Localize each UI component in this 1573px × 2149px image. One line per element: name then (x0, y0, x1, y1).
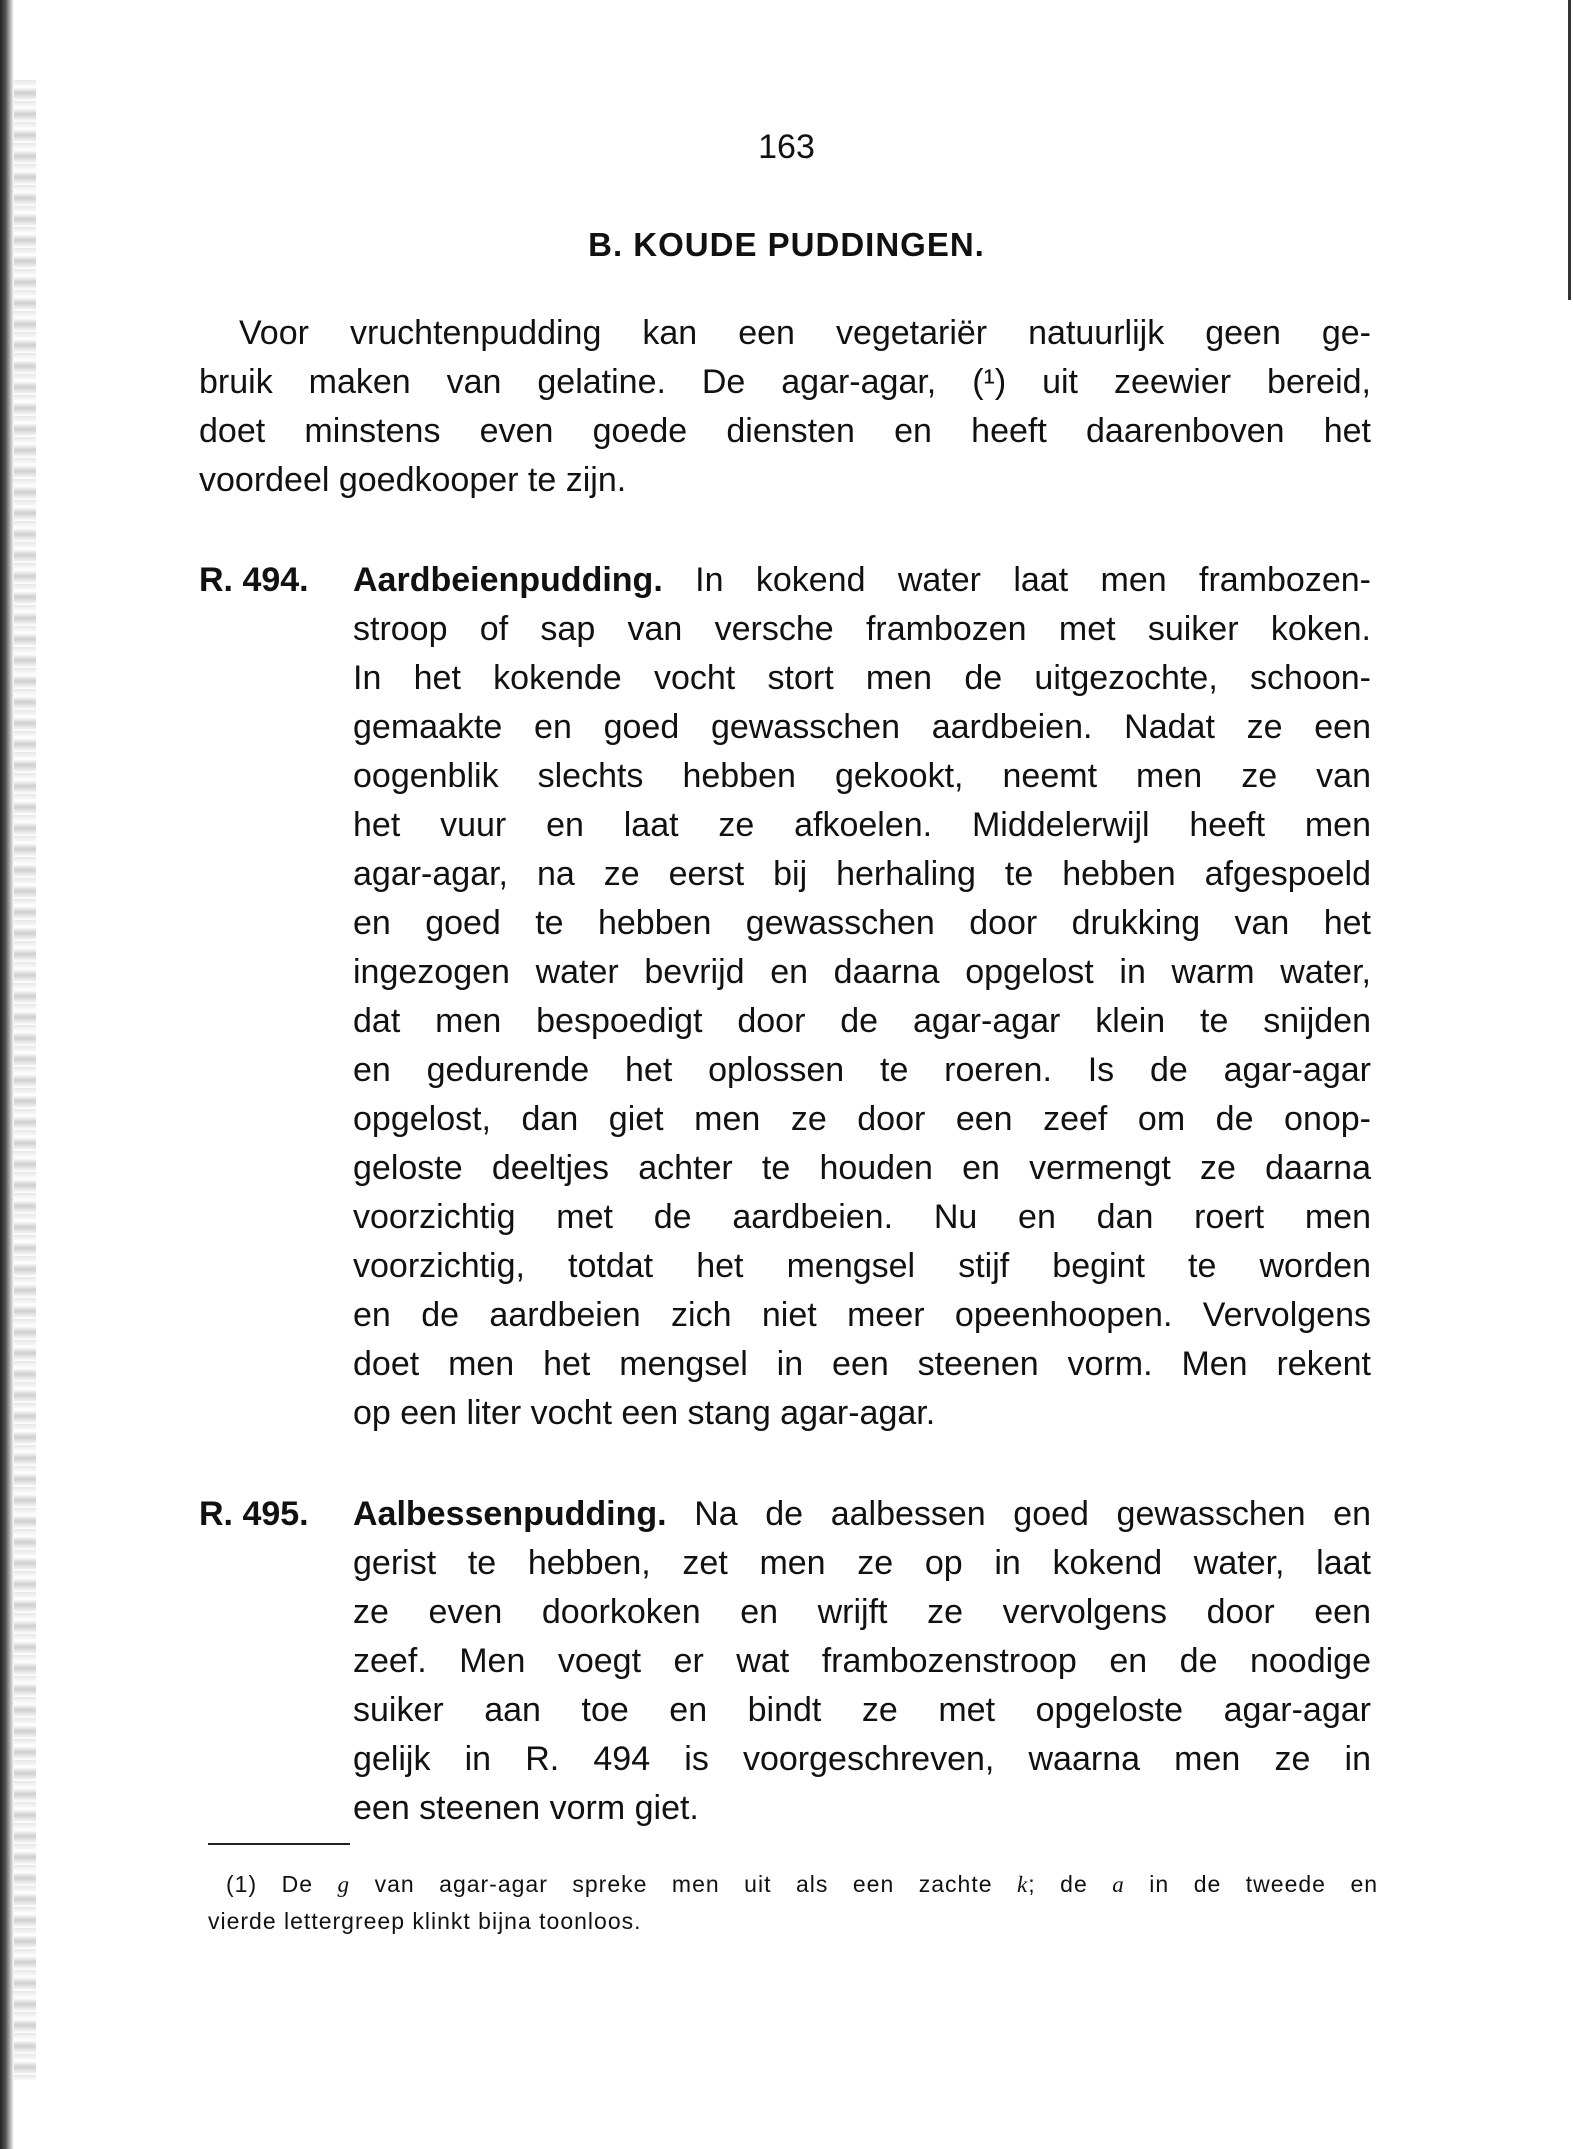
page-edge-shadow (14, 80, 36, 2080)
text-line: bruik maken van gelatine. De agar-agar, (¹) uit zeewier bereid, (199, 363, 1371, 401)
text-line: gerist te hebben, zet men ze op in kokend water, laat (353, 1544, 1371, 1582)
page-number: 163 (758, 128, 815, 166)
text-line: voordeel goedkooper te zijn. (199, 461, 627, 499)
text-span: In kokend water laat men frambozen- (695, 561, 1371, 599)
text-line: doet men het mengsel in een steenen vorm. Men rekent (353, 1345, 1371, 1383)
text-line: ingezogen water bevrijd en daarna opgelost in warm water, (353, 953, 1371, 991)
recipe-name: Aalbessenpudding. (353, 1495, 667, 1533)
recipe-495 (353, 1490, 1371, 1833)
text-line: oogenblik slechts hebben gekookt, neemt men ze van (353, 757, 1371, 795)
recipe-number: R. 494. (199, 561, 309, 599)
footnote-line (208, 1866, 1378, 1903)
footnote-divider (208, 1843, 350, 1845)
text-line: en goed te hebben gewasschen door drukking van het (353, 904, 1371, 942)
book-binding-edge (0, 0, 14, 2149)
recipe-494 (353, 556, 1371, 1438)
text-line: voorzichtig, totdat het mengsel stijf begint te worden (353, 1247, 1371, 1285)
text-line: een steenen vorm giet. (353, 1789, 699, 1827)
section-title: B. KOUDE PUDDINGEN. (588, 226, 985, 263)
text-line: gemaakte en goed gewasschen aardbeien. Nadat ze een (353, 708, 1371, 746)
text-line: In het kokende vocht stort men de uitgezochte, schoon- (353, 659, 1371, 697)
recipe-number: R. 495. (199, 1495, 309, 1533)
text-line (353, 1490, 1371, 1539)
italic-letter: a (1112, 1872, 1125, 1897)
text-line: suiker aan toe en bindt ze met opgeloste agar-agar (353, 1691, 1371, 1729)
text-span: (1) De (226, 1871, 314, 1897)
text-line: agar-agar, na ze eerst bij herhaling te hebben afgespoeld (353, 855, 1371, 893)
text-line: opgelost, dan giet men ze door een zeef om de onop- (353, 1100, 1371, 1138)
text-line: voorzichtig met de aardbeien. Nu en dan roert men (353, 1198, 1371, 1236)
text-span: in de tweede en (1149, 1871, 1379, 1897)
text-line: en de aardbeien zich niet meer opeenhoopen. Vervolgens (353, 1296, 1371, 1334)
text-line: op een liter vocht een stang agar-agar. (353, 1394, 936, 1432)
text-line: gelijk in R. 494 is voorgeschreven, waarna men ze in (353, 1740, 1371, 1778)
text-line: het vuur en laat ze afkoelen. Middelerwijl heeft men (353, 806, 1371, 844)
text-line: en gedurende het oplossen te roeren. Is de agar-agar (353, 1051, 1371, 1089)
text-span: ; de (1028, 1871, 1088, 1897)
text-line: ze even doorkoken en wrijft ze vervolgens door een (353, 1593, 1371, 1631)
text-line (353, 556, 1371, 605)
text-line: dat men bespoedigt door de agar-agar klein te snijden (353, 1002, 1371, 1040)
text-span: Na de aalbessen goed gewasschen en (694, 1495, 1371, 1533)
intro-paragraph (199, 309, 1371, 505)
italic-letter: k (1017, 1872, 1029, 1897)
footnote-line: vierde lettergreep klinkt bijna toonloos. (208, 1908, 642, 1934)
text-line: Voor vruchtenpudding kan een vegetariër natuurlijk geen ge- (239, 314, 1371, 352)
footnote (208, 1866, 1378, 1940)
text-line: doet minstens even goede diensten en heeft daarenboven het (199, 412, 1371, 450)
text-span: van agar-agar spreke men uit als een zachte (374, 1871, 993, 1897)
text-line: stroop of sap van versche frambozen met suiker koken. (353, 610, 1371, 648)
text-line: geloste deeltjes achter te houden en vermengt ze daarna (353, 1149, 1371, 1187)
text-line: zeef. Men voegt er wat frambozenstroop en de noodige (353, 1642, 1371, 1680)
italic-letter: g (337, 1872, 351, 1897)
recipe-name: Aardbeienpudding. (353, 561, 663, 599)
